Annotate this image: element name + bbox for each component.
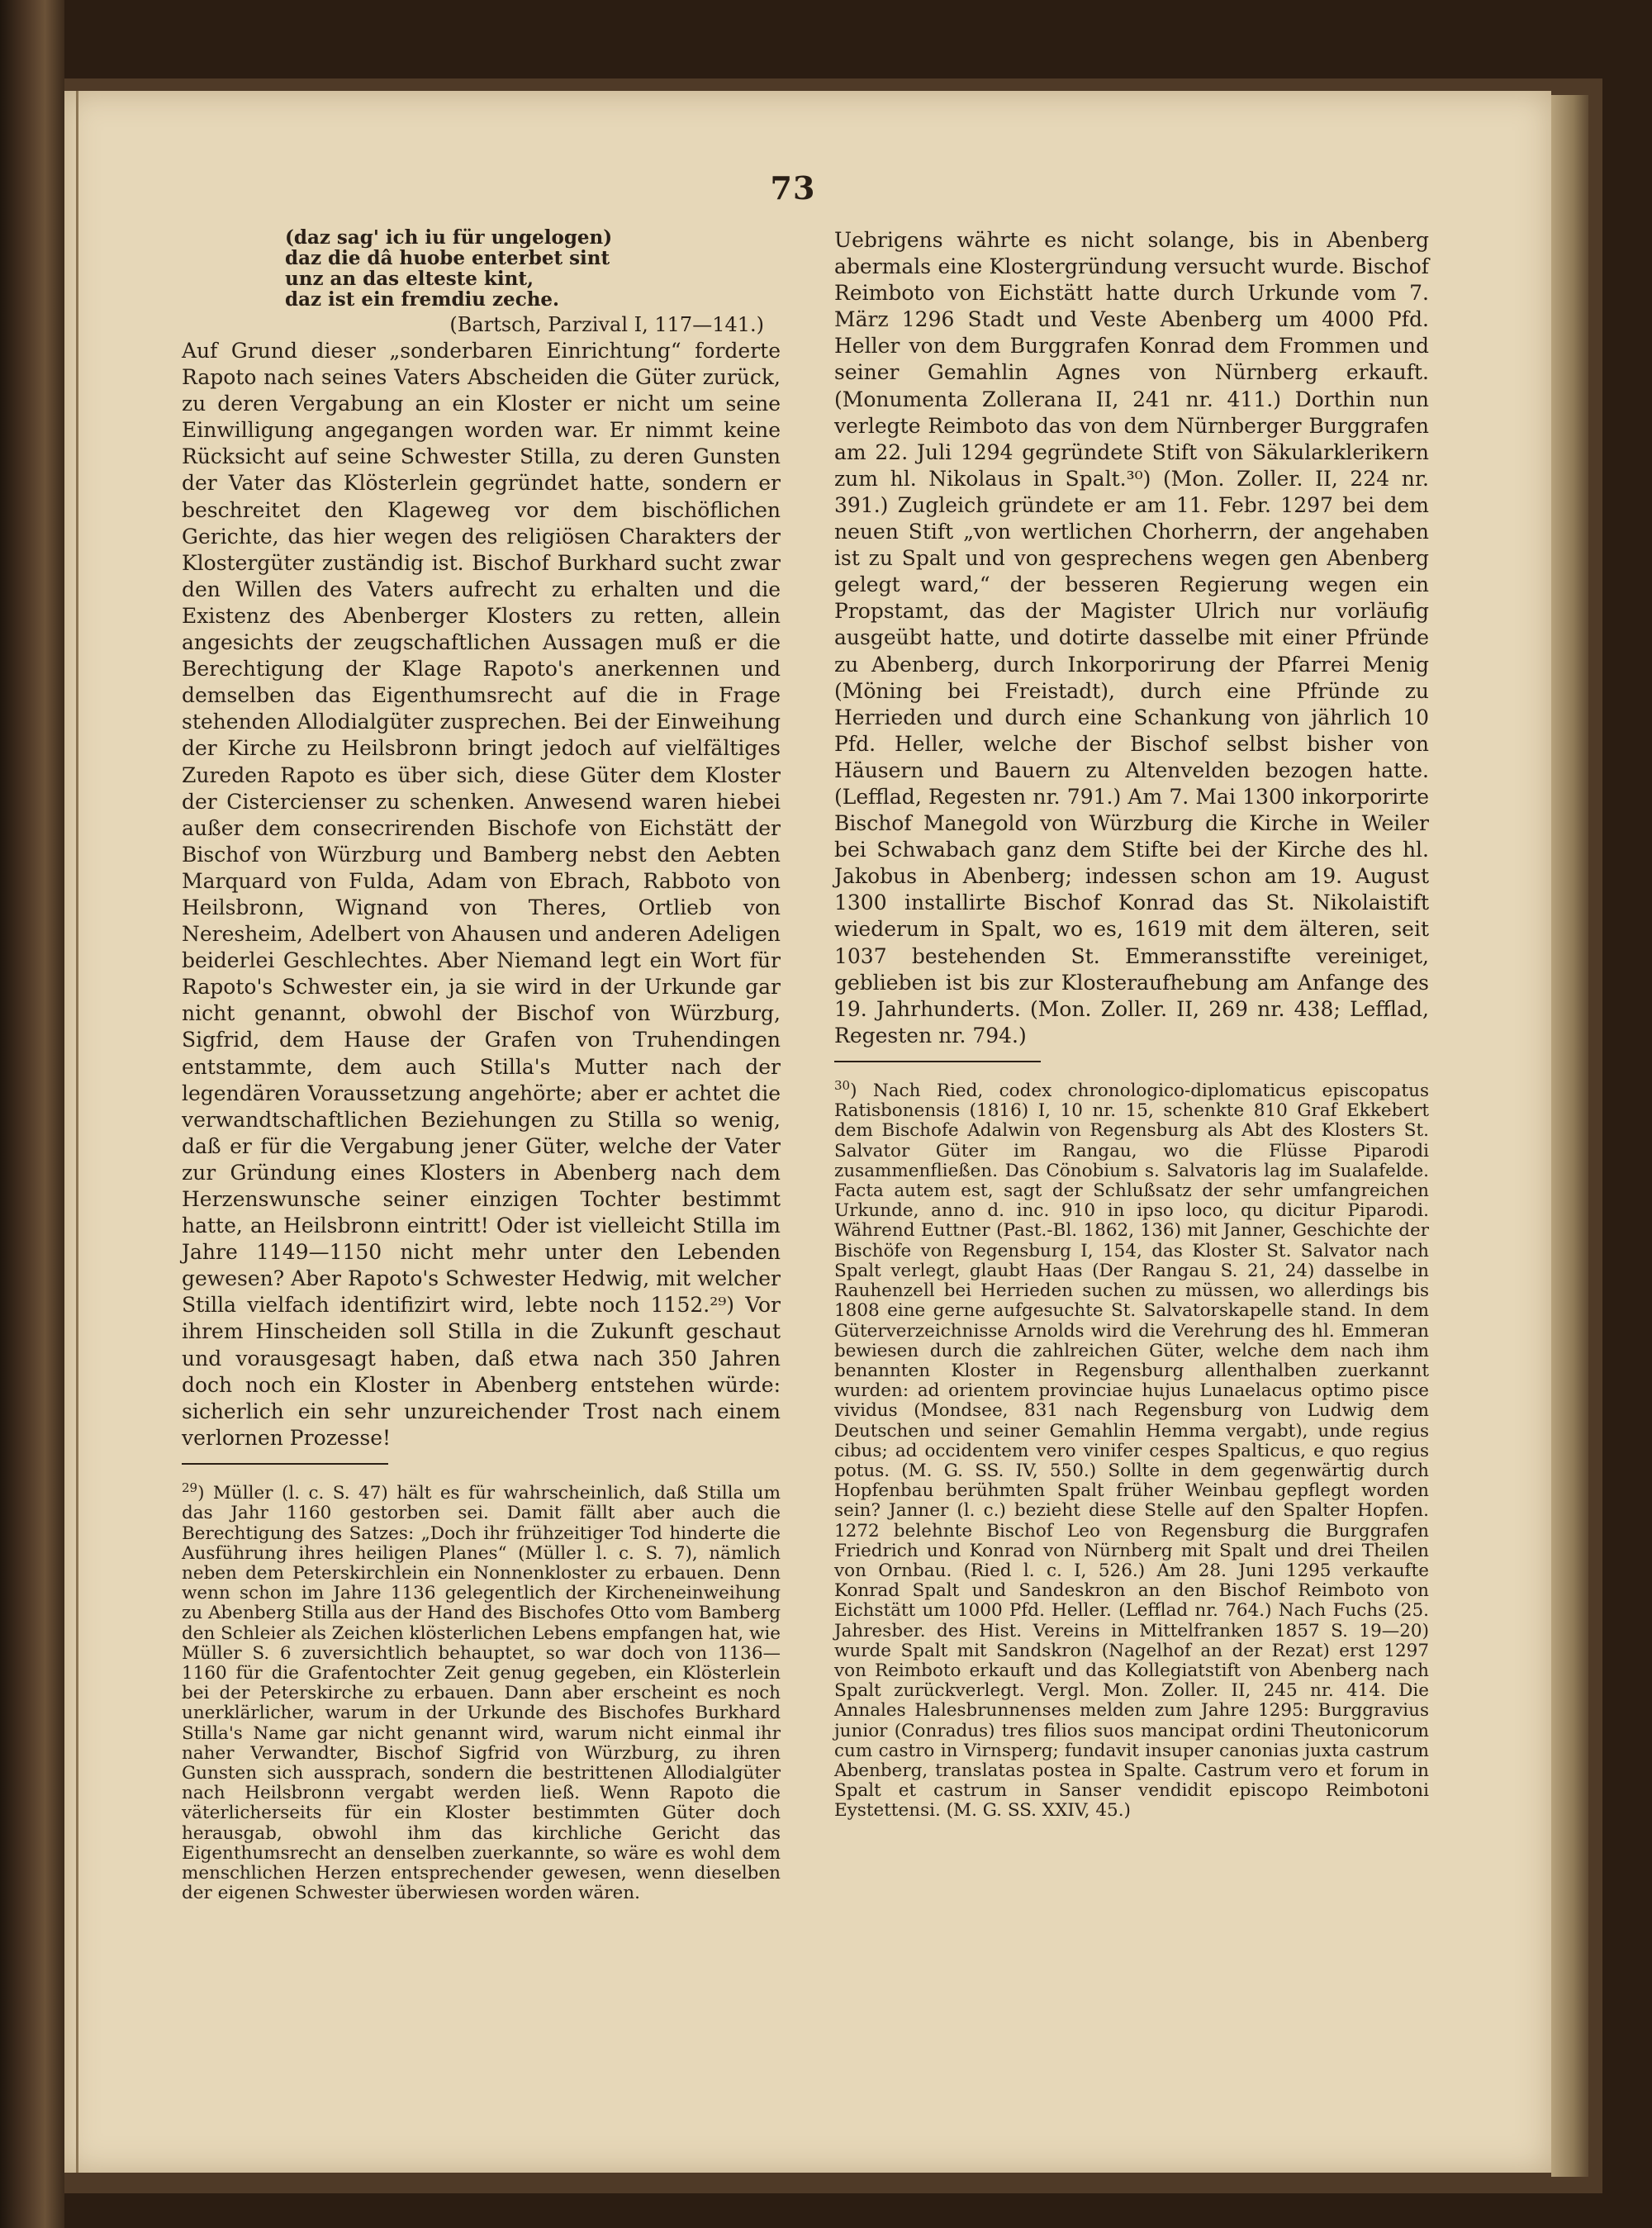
verse-citation: (Bartsch, Parzival I, 117—141.) xyxy=(449,313,764,336)
footnote-29 xyxy=(182,1478,781,1903)
book-binding xyxy=(0,0,64,2228)
left-body-text: Auf Grund dieser „sonderbaren Einrichtung“ forderte Rapoto nach seines Vaters Abscheiden die Güter zurück, zu deren Vergabung an ein Kloster er nicht um seine Einwilligung angegangen worden war. Er nimmt keine Rücksicht auf seine Schwester Stilla, zu deren Gunsten der Vater das Klösterlein gegründet hatte, sondern er beschreitet den Klageweg vor dem bischöflichen Gerichte, das hier wegen des religiösen Charakters der Klostergüter zuständig ist. Bischof Burkhard sucht zwar den Willen des Vaters aufrecht zu erhalten und die Existenz des Abenberger Klosters zu retten, allein angesichts der zeugschaftlichen Aussagen muß er die Berechtigung der Klage Rapoto's anerkennen und demselben das Eigenthumsrecht auf die in Frage stehenden Allodialgüter zusprechen. Bei der Einweihung der Kirche zu Heilsbronn bringt jedoch auf vielfältiges Zureden Rapoto es über sich, diese Güter dem Kloster der Cistercienser zu schenken. Anwesend waren hiebei außer dem consecrirenden Bischofe von Eichstätt der Bischof von Würzburg und Bamberg nebst den Aebten Marquard von Fulda, Adam von Ebrach, Rabboto von Heilsbronn, Wignand von Theres, Ortlieb von Neresheim, Adelbert von Ahausen und anderen Adeligen beiderlei Geschlechtes. Aber Niemand legt ein Wort für Rapoto's Schwester ein, ja sie wird in der Urkunde gar nicht genannt, obwohl der Bischof von Würzburg, Sigfrid, dem Hause der Grafen von Truhendingen entstammte, dem auch Stilla's Mutter nach der legendären Voraussetzung angehörte; aber er achtet die verwandtschaftlichen Beziehungen zu Stilla so wenig, daß er für die Vergabung jener Güter, welche der Vater zur Gründung eines Klosters in Abenberg nach dem Herzenswunsche seiner einzigen Tochter bestimmt hatte, an Heilsbronn eintritt! Oder ist vielleicht Stilla im Jahre 1149—1150 nicht mehr unter den Lebenden gewesen? Aber Rapoto's Schwester Hedwig, mit welcher Stilla vielfach identifizirt wird, lebte noch 1152.²⁹) Vor ihrem Hinscheiden soll Stilla in die Zukunft geschaut und vorausgesagt haben, daß etwa nach 350 Jahren doch noch ein Kloster in Abenberg entstehen würde: sicherlich ein sehr unzureichender Trost nach einem verlornen Prozesse! xyxy=(182,339,781,1450)
footnote-marker: 30 xyxy=(834,1077,851,1093)
footnote-marker: 29 xyxy=(182,1480,198,1495)
verse-line: (daz sag' ich iu für ungelogen) xyxy=(285,226,613,249)
spine-line xyxy=(76,91,78,2173)
verse-line: unz an das elteste kint, xyxy=(285,268,534,290)
verse-line: daz die dâ huobe enterbet sint xyxy=(285,247,610,269)
footnote-text: ) Nach Ried, codex chronologico-diplomaticus episcopatus Ratisbonensis (1816) I, 10 nr. 15, schenkte 810 Graf Ekkebert dem Bischofe Adalwin von Regensburg als Abt des Klosters St. Salvator Güter im Rangau, wo die Flüsse Piparodi zusammenfließen. Das Cönobium s. Salvatoris lag im Sualafelde. Facta autem est, sagt der Schlußsatz der sehr umfangreichen Urkunde, anno d. inc. 910 in ipso loco, qu dicitur Piparodi. Während Euttner (Past.-Bl. 1862, 136) mit Janner, Geschichte der Bischöfe von Regensburg I, 154, das Kloster St. Salvator nach Spalt verlegt, glaubt Haas (Der Rangau S. 21, 24) dasselbe in Rauhenzell bei Herrieden suchen zu müssen, wo allerdings bis 1808 eine gerne aufgesuchte St. Salvatorskapelle stand. In dem Güterverzeichnisse Arnolds wird die Verehrung des hl. Emmeran bewiesen durch die zahlreichen Güter, welche dem nach ihm benannten Kloster in Regensburg allenthalben zuerkannt wurden: ad orientem provinciae hujus Lunaelacus optimo pisce vividus (Mondsee, 831 nach Regensburg von Ludwig dem Deutschen und seiner Gemahlin Hemma vergabt), unde regius cibus; ad occidentem vero vinifer cespes Spalticus, e quo regius potus. (M. G. SS. IV, 550.) Sollte in dem gegenwärtig durch Hopfenbau berühmten Spalt früher Weinbau gepflegt worden sein? Janner (l. c.) bezieht diese Stelle auf den Spalter Hopfen. 1272 belehnte Bischof Leo von Regensburg die Burggrafen Friedrich und Konrad von Nürnberg mit Spalt und drei Theilen von Ornbau. (Ried l. c. I, 526.) Am 28. Juni 1295 verkaufte Konrad Spalt und Sandeskron an den Bischof Reimboto von Eichstätt um 1000 Pfd. Heller. (Lefflad nr. 764.) Nach Fuchs (25. Jahresber. des Hist. Vereins in Mittelfranken 1857 S. 19—20) wurde Spalt mit Sandskron (Nagelhof an der Rezat) erst 1297 von Reimboto erkauft und das Kollegiatstift von Abenberg nach Spalt zurückverlegt. Vergl. Mon. Zoller. II, 245 nr. 414. Die Annales Halesbrunnenses melden zum Jahre 1295: Burggravius junior (Conradus) tres filios suos mancipat ordini Theutonicorum cum castro in Virnsperg; fundavit insuper canonias juxta castrum Abenberg, translatas postea in Spalte. Castrum vero et forum in Spalt et castrum in Sanser vendidit episcopo Reimbotoni Eystettensi. (M. G. SS. XXIV, 45.) xyxy=(834,1081,1429,1822)
verse-line: daz ist ein fremdiu zeche. xyxy=(285,288,560,311)
footnote-rule xyxy=(834,1061,1041,1062)
footnote-rule xyxy=(182,1463,388,1465)
page-number: 73 xyxy=(770,169,816,207)
right-body-text: Uebrigens währte es nicht solange, bis in Abenberg abermals eine Klostergründung versucht wurde. Bischof Reimboto von Eichstätt hatte durch Urkunde vom 7. März 1296 Stadt und Veste Abenberg um 4000 Pfd. Heller von dem Burggrafen Konrad dem Frommen und seiner Gemahlin Agnes von Nürnberg erkauft. (Monumenta Zollerana II, 241 nr. 411.) Dorthin nun verlegte Reimboto das von dem Nürnberger Burggrafen am 22. Juli 1294 gegründete Stift von Säkularklerikern zum hl. Nikolaus in Spalt.³⁰) (Mon. Zoller. II, 224 nr. 391.) Zugleich gründete er am 11. Febr. 1297 bei dem neuen Stift „von wertlichen Chorherrn, der angehaben ist zu Spalt und von gesprechens wegen gen Abenberg gelegt ward,“ der besseren Regierung wegen ein Propstamt, das der Magister Ulrich nur vorläufig ausgeübt hatte, und dotirte dasselbe mit einer Pfründe zu Abenberg, durch Inkorporirung der Pfarrei Menig (Möning bei Freistadt), durch eine Pfründe zu Herrieden und durch eine Schankung von jährlich 10 Pfd. Heller, welche der Bischof selbst bisher von Häusern und Bauern zu Altenvelden bezogen hatte. (Lefflad, Regesten nr. 791.) Am 7. Mai 1300 inkorporirte Bischof Manegold von Würzburg die Kirche in Weiler bei Schwabach ganz dem Stifte bei der Kirche des hl. Jakobus in Abenberg; indessen schon am 19. August 1300 installirte Bischof Konrad das St. Nikolaistift wiederum in Spalt, wo es, 1619 mit dem älteren, seit 1037 bestehenden St. Emmeransstifte vereiniget, geblieben ist bis zur Klosteraufhebung am Anfange des 19. Jahrhunderts. (Mon. Zoller. II, 269 nr. 438; Lefflad, Regesten nr. 794.) xyxy=(834,228,1429,1047)
footnote-30 xyxy=(834,1076,1429,1822)
footnote-text: ) Müller (l. c. S. 47) hält es für wahrscheinlich, daß Stilla um das Jahr 1160 gestorben sei. Damit fällt aber auch die Berechtigung des Satzes: „Doch ihr frühzeitiger Tod hinderte die Ausführung ihres heiligen Planes“ (Müller l. c. S. 7), nämlich neben dem Peterskirchlein ein Nonnenkloster zu erbauen. Denn wenn schon im Jahre 1136 gelegentlich der Kircheneinweihung zu Abenberg Stilla aus der Hand des Bischofes Otto vom Bamberg den Schleier als Zeichen klösterlichen Lebens empfangen hat, wie Müller S. 6 zuversichtlich behauptet, so war doch von 1136—1160 für die Grafentochter Zeit genug gegeben, ein Klösterlein bei der Peterskirche zu erbauen. Dann aber erscheint es noch unerklärlicher, warum in der Urkunde des Bischofes Burkhard Stilla's Name gar nicht genannt wird, warum nicht einmal ihr naher Verwandter, Bischof Sigfrid von Würzburg, zu ihren Gunsten sich aussprach, sondern die bestrittenen Allodialgüter nach Heilsbronn vergabt werden ließ. Wenn Rapoto die väterlicherseits für ein Kloster bestimmten Güter doch herausgab, obwohl ihm das kirchliche Gericht das Eigenthumsrecht an denselben zuerkannte, so wäre es wohl dem menschlichen Herzen entsprechender gewesen, wenn dieselben der eigenen Schwester überwiesen worden wären. xyxy=(182,1483,781,1904)
verse-quote xyxy=(285,227,781,310)
left-column xyxy=(182,227,781,1903)
page-edge xyxy=(1551,95,1588,2177)
right-column xyxy=(834,227,1429,1822)
